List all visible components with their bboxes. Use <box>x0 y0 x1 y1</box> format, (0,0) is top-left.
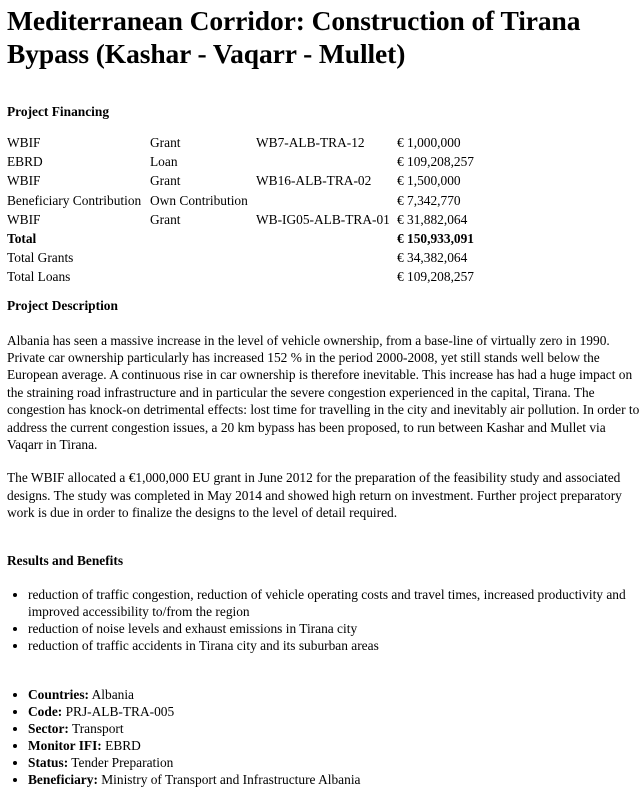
financing-type: Grant <box>150 135 181 150</box>
description-paragraph: Albania has seen a massive increase in the level of vehicle ownership, from a base-line of virtually zero in 1990. Private car ownership particularly has increased 152 % in the period 2000-2008, yet still stands well below the European average. A continuous rise in car ownership is therefore inevitable. This increase has had a huge impact on the straining road infrastructure and in particular the severe congestion experienced in the capital, Tirana. The congestion has knock-on detrimental effects: lost time for travelling in the city and inevitably air pollution. In order to address the current congestion issues, a 20 km bypass has been proposed, to run between Kashar and Mullet via Vaqarr in Tirana. <box>7 332 640 453</box>
financing-type: Own Contribution <box>150 192 248 208</box>
countries-value: Albania <box>91 686 134 702</box>
table-row <box>7 171 537 190</box>
financing-source: EBRD <box>7 154 43 170</box>
status-value: Tender Preparation <box>71 754 174 770</box>
sector-label: Sector: <box>28 720 69 736</box>
status-label: Status: <box>28 754 69 770</box>
description-paragraph: The WBIF allocated a €1,000,000 EU grant in June 2012 for the preparation of the feasibility study and associated designs. The study was completed in May 2014 and showed high return on investment. Further project preparatory work is due in order to finalize the designs to the level of detail required. <box>7 470 622 521</box>
countries-label: Countries: <box>28 686 89 702</box>
table-row <box>7 210 537 229</box>
financing-table <box>7 133 537 287</box>
beneficiary-label: Beneficiary: <box>28 771 98 787</box>
benefits-list <box>7 586 641 654</box>
table-row <box>7 191 537 210</box>
description-heading: Project Description <box>7 297 118 313</box>
financing-amount: € 1,500,000 <box>397 173 461 189</box>
financing-type: Grant <box>150 173 181 189</box>
total-grants-row <box>7 248 537 267</box>
monitor-item <box>28 737 641 754</box>
financing-reference: WB-IG05-ALB-TRA-01 <box>256 211 390 227</box>
code-label: Code: <box>28 703 63 719</box>
sector-item <box>28 720 641 737</box>
total-grants-label: Total Grants <box>7 250 74 266</box>
financing-amount: € 31,882,064 <box>397 211 468 227</box>
countries-item <box>28 686 641 703</box>
financing-source: WBIF <box>7 211 41 227</box>
financing-amount: € 109,208,257 <box>397 154 474 170</box>
financing-source: WBIF <box>7 173 41 189</box>
code-item <box>28 703 641 720</box>
total-value: € 150,933,091 <box>397 231 474 247</box>
financing-reference: WB7-ALB-TRA-12 <box>256 135 365 150</box>
list-item: • reduction of traffic accidents in Tirana city and its suburban areas <box>28 637 641 654</box>
financing-source: WBIF <box>7 135 41 150</box>
total-row <box>7 229 537 248</box>
results-heading: Results and Benefits <box>7 552 124 568</box>
financing-type: Grant <box>150 211 181 227</box>
status-item <box>28 754 641 771</box>
total-loans-value: € 109,208,257 <box>397 269 474 285</box>
financing-amount: € 1,000,000 <box>397 135 461 150</box>
table-row <box>7 133 537 152</box>
financing-amount: € 7,342,770 <box>397 192 461 208</box>
monitor-label: Monitor IFI: <box>28 737 102 753</box>
financing-type: Loan <box>150 154 178 170</box>
list-item: • reduction of noise levels and exhaust emissions in Tirana city <box>28 620 641 637</box>
table-row <box>7 152 537 171</box>
financing-source: Beneficiary Contribution <box>7 192 142 208</box>
project-details-list <box>7 686 641 788</box>
code-value: PRJ-ALB-TRA-005 <box>65 703 175 719</box>
financing-heading: Project Financing <box>7 104 110 119</box>
beneficiary-value: Ministry of Transport and Infrastructure Albania <box>101 771 361 787</box>
sector-value: Transport <box>72 720 124 736</box>
financing-reference <box>256 191 397 210</box>
financing-reference: WB16-ALB-TRA-02 <box>256 173 372 189</box>
total-label: Total <box>7 231 37 247</box>
monitor-value: EBRD <box>105 737 141 753</box>
page-title: Mediterranean Corridor: Construction of Tirana Bypass (Kashar - Vaqarr - Mullet) <box>7 5 581 69</box>
list-item: • reduction of traffic congestion, reduction of vehicle operating costs and travel times, increased productivity and improved accessibility to/from the region <box>28 586 641 620</box>
total-loans-label: Total Loans <box>7 269 71 285</box>
total-grants-value: € 34,382,064 <box>397 250 468 266</box>
beneficiary-item <box>28 771 641 788</box>
financing-reference <box>256 152 397 171</box>
total-loans-row <box>7 267 537 286</box>
